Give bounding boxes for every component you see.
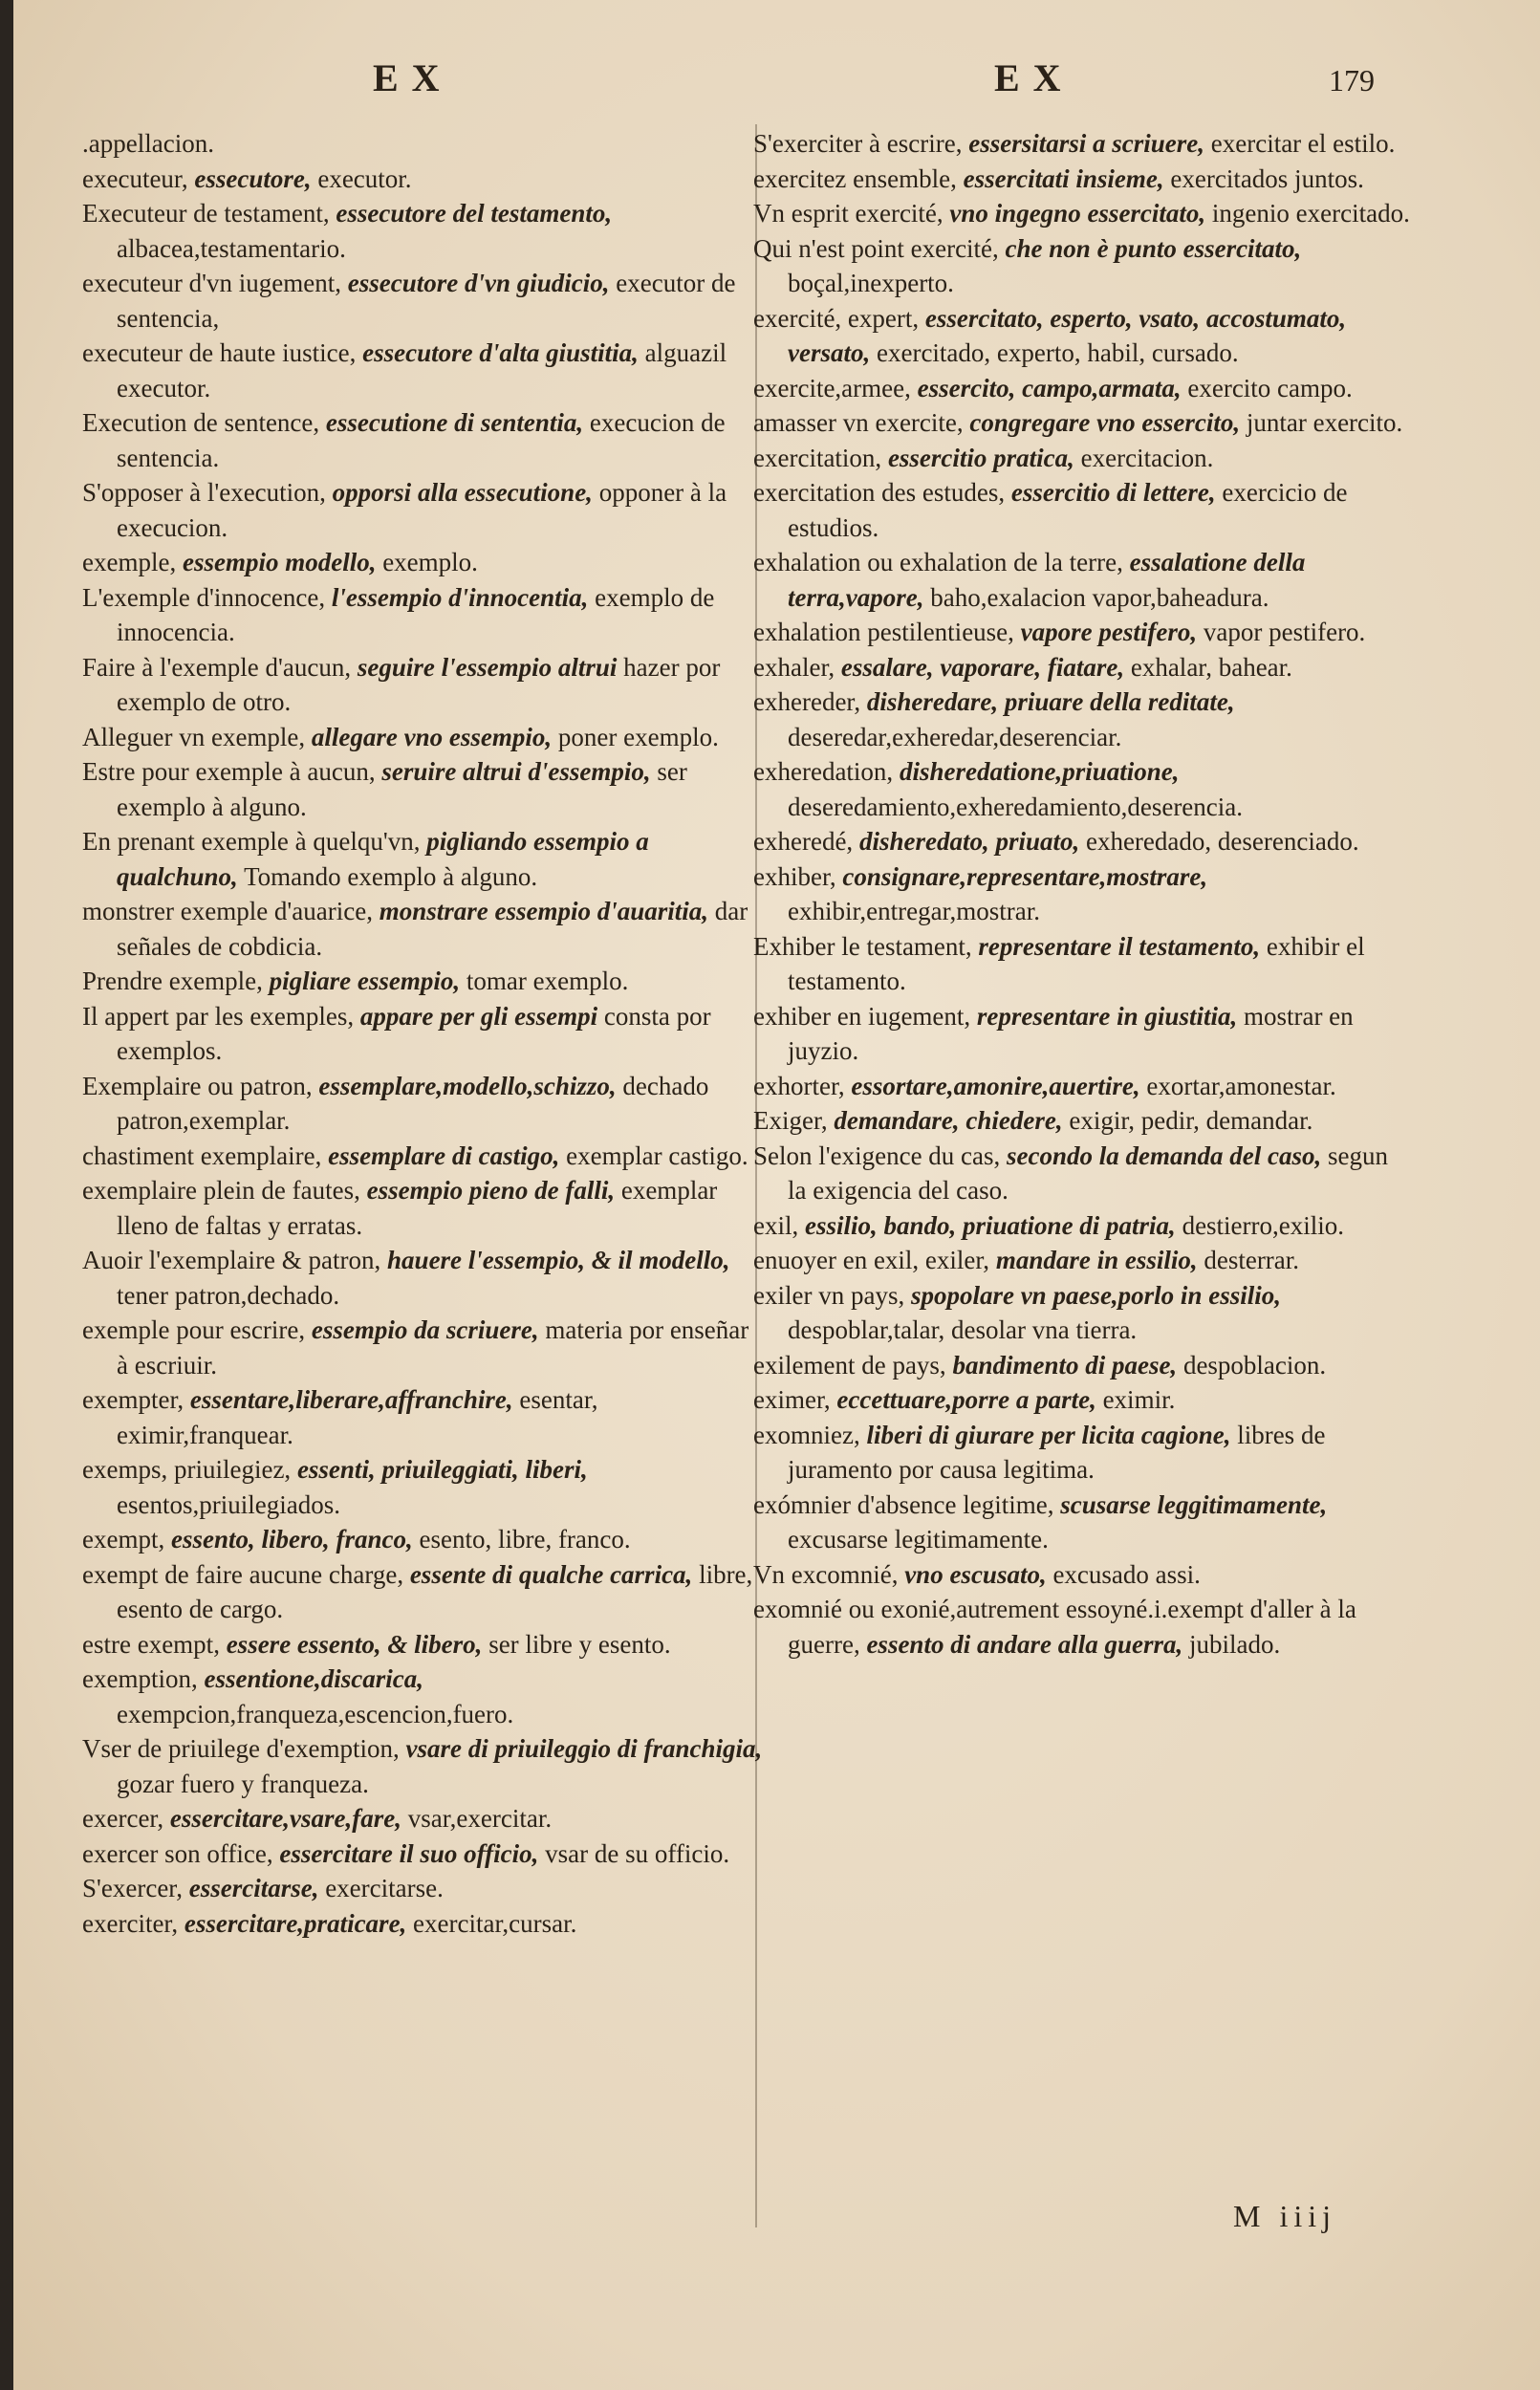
french-term: amasser vn exercite, [753,408,964,437]
italian-term: vapore pestifero, [1020,618,1198,646]
dictionary-entry [82,336,763,405]
spanish-term: exercitados juntos. [1170,163,1364,193]
spanish-term: exheredado, deserenciado. [1085,827,1359,856]
spanish-term: executor. [317,163,412,193]
italian-term: appare per gli essempi [359,1001,598,1031]
french-term: Execution de sentence, [82,408,320,437]
spanish-term: ser exemplo à alguno. [117,757,687,821]
italian-term: essersitarsi a scriuere, [968,129,1204,158]
spanish-term: exemplo de innocencia. [117,582,715,646]
italian-term: vsare di priuileggio di franchigia, [405,1734,763,1763]
spanish-term: exhalar, bahear. [1130,652,1292,682]
spanish-term: exigir, pedir, demandar. [1069,1106,1313,1135]
dictionary-entry [82,1173,763,1243]
dictionary-entry [753,684,1413,754]
dictionary-entry [82,964,763,999]
dictionary-entry [753,196,1413,231]
french-term: exerciter, [82,1908,179,1938]
spanish-term: executor de sentencia, [117,269,736,333]
spanish-term: dar señales de cobdicia. [117,897,748,961]
french-term: exemplaire plein de fautes, [82,1176,360,1205]
spanish-term: eximir. [1102,1385,1176,1414]
spanish-term: poner exemplo. [557,722,719,751]
french-term: exheredation, [753,757,894,786]
dictionary-entry [753,1488,1413,1557]
italian-term: essemplare,modello,schizzo, [318,1071,617,1100]
spanish-term: ser libre y esento. [488,1629,671,1659]
italian-term: essecutore d'vn giudicio, [347,269,610,297]
italian-term: congregare vno essercito, [969,408,1241,437]
french-term: exercité, expert, [753,303,920,333]
spanish-term: destierro,exilio. [1182,1210,1345,1240]
left-column [82,126,763,1941]
french-term: exheredé, [753,827,854,856]
dictionary-entry [753,162,1413,197]
french-term: monstrer exemple d'auarice, [82,897,373,925]
french-term: exilement de pays, [753,1350,946,1380]
dictionary-entry [753,126,1413,162]
dictionary-entry [82,1731,763,1801]
dictionary-entry [753,1139,1413,1208]
dictionary-entry [82,999,763,1069]
spanish-term: materia por enseñar à escriuir. [117,1315,749,1380]
dictionary-entry [82,162,763,197]
french-term: exempter, [82,1385,184,1414]
spanish-term: opponer à la execucion. [117,478,727,542]
spanish-term: exortar,amonestar. [1146,1071,1336,1100]
spanish-term: tener patron,dechado. [117,1280,340,1310]
french-term: exemple, [82,548,177,576]
italian-term: essempio modello, [182,548,377,576]
dictionary-entry [82,475,763,545]
french-term: Executeur de testament, [82,199,330,228]
italian-term: essecutore d'alta giustitia, [362,338,639,367]
dictionary-entry [753,301,1413,371]
french-term: Qui n'est point exercité, [753,233,999,263]
dictionary-entry [753,650,1413,685]
italian-term: essentare,liberare,affranchire, [189,1385,513,1414]
signature-mark: M iiij [1233,2199,1337,2233]
french-term: exhiber, [753,861,836,891]
french-term: Alleguer vn exemple, [82,722,306,751]
dictionary-entry [753,371,1413,406]
spanish-term: exemplar lleno de faltas y erratas. [117,1176,718,1240]
french-term: exhorter, [753,1071,845,1100]
spanish-term: despoblacion. [1182,1350,1327,1380]
spanish-term: Tomando exemplo à alguno. [244,861,538,891]
italian-term: bandimento di paese, [952,1350,1178,1380]
italian-term: secondo la demanda del caso, [1007,1141,1322,1170]
french-term: exemple pour escrire, [82,1315,306,1344]
italian-term: essercitio pratica, [887,443,1074,472]
dictionary-entry [753,405,1413,441]
running-header-right: EX [994,56,1074,99]
dictionary-entry [753,615,1413,650]
dictionary-entry [82,126,763,162]
right-column [753,126,1413,1662]
italian-term: essalatione della terra,vapore, [788,548,1306,612]
spanish-term: alguazil executor. [117,338,727,402]
spanish-term: ingenio exercitado. [1211,199,1410,228]
french-term: Prendre exemple, [82,967,263,995]
italian-term: opporsi alla essecutione, [332,478,593,507]
italian-term: vno ingegno essercitato, [949,199,1206,228]
french-term: executeur d'vn iugement, [82,269,342,297]
dictionary-entry [82,650,763,720]
italian-term: essortare,amonire,auertire, [851,1071,1140,1100]
dictionary-entry [753,859,1413,929]
spanish-term: exercitacion. [1080,443,1214,472]
italian-term: representare in giustitia, [976,1001,1238,1031]
french-term: Estre pour exemple à aucun, [82,757,376,786]
italian-term: essentione,discarica, [204,1664,423,1693]
french-term: exiler vn pays, [753,1280,905,1310]
spanish-term: exercitado, experto, habil, cursado. [876,338,1239,367]
italian-term: essecutore, [194,163,312,193]
french-term: exemption, [82,1664,198,1693]
italian-term: disheredare, priuare della reditate, [866,687,1235,716]
italian-term: disheredato, priuato, [858,827,1080,856]
spanish-term: hazer por exemplo de otro. [117,652,721,716]
french-term: En prenant exemple à quelqu'vn, [82,827,421,856]
spanish-term: jubilado. [1188,1629,1281,1659]
dictionary-entry [82,580,763,650]
french-term: exhalation ou exhalation de la terre, [753,548,1123,576]
italian-term: mandare in essilio, [995,1246,1198,1274]
italian-term: essempio da scriuere, [311,1315,539,1344]
french-term: Il appert par les exemples, [82,1001,355,1031]
italian-term: essercitare il suo officio, [279,1838,539,1868]
dictionary-entry [82,1662,763,1731]
french-term: S'exercer, [82,1874,183,1902]
dictionary-entry [753,1557,1413,1593]
dictionary-entry [753,475,1413,545]
french-term: exercite,armee, [753,373,911,402]
spanish-term: vapor pestifero. [1203,618,1366,646]
italian-term: scusarse leggitimamente, [1060,1489,1328,1519]
french-term: Auoir l'exemplaire & patron, [82,1246,381,1274]
dictionary-entry [82,720,763,755]
italian-term: liberi di giurare per licita cagione, [866,1420,1231,1449]
spanish-term: libres de juramento por causa legitima. [788,1420,1326,1484]
dictionary-entry [82,266,763,336]
french-term: Exemplaire ou patron, [82,1071,313,1100]
spanish-term: exercito campo. [1187,373,1353,402]
italian-term: essercitati insieme, [963,163,1164,193]
french-term: exómnier d'absence legitime, [753,1489,1054,1519]
running-header-left: EX [373,56,453,99]
italian-term: representare il testamento, [978,931,1261,961]
italian-term: consignare,representare,mostrare, [842,861,1208,891]
french-term: estre exempt, [82,1629,220,1659]
dictionary-entry [753,1418,1413,1488]
italian-term: essente di qualche carrica, [409,1559,693,1589]
french-term: exhalation pestilentieuse, [753,618,1014,646]
italian-term: essere essento, & libero, [226,1629,483,1659]
italian-term: pigliare essempio, [269,967,461,995]
spanish-term: segun la exigencia del caso. [788,1141,1389,1205]
dictionary-entry [82,1243,763,1313]
italian-term: spopolare vn paese,porlo in essilio, [910,1280,1281,1310]
french-term: Exiger, [753,1106,828,1135]
italian-term: essercitio di lettere, [1010,478,1216,507]
french-term: exemps, priuilegiez, [82,1455,292,1484]
dictionary-entry [82,1139,763,1174]
spanish-term: mostrar en juyzio. [788,1001,1354,1065]
spanish-term: dechado patron,exemplar. [117,1071,709,1135]
spanish-term: exercitar el estilo. [1210,129,1396,158]
spanish-term: gozar fuero y franqueza. [117,1769,369,1798]
italian-term: essemplare di castigo, [328,1141,560,1170]
dictionary-entry [82,405,763,475]
dictionary-entry [753,1382,1413,1418]
dictionary-entry [82,1801,763,1836]
french-term: Vn esprit exercité, [753,199,944,228]
spanish-term: exemplo. [382,548,478,576]
italian-term: monstrare essempio d'auaritia, [379,897,709,925]
dictionary-entry [82,754,763,824]
dictionary-entry [753,929,1413,999]
spanish-term: juntar exercito. [1246,408,1403,437]
italian-term: allegare vno essempio, [311,722,553,751]
french-term: exercer, [82,1804,164,1833]
page-number: 179 [1329,63,1375,98]
spanish-term: deseredar,exheredar,deserenciar. [788,722,1122,751]
spanish-term: tomar exemplo. [466,967,629,995]
italian-term: essento, libero, franco, [170,1525,413,1554]
french-term: eximer, [753,1385,831,1414]
italian-term: hauere l'essempio, & il modello, [387,1246,730,1274]
italian-term: vno escusato, [904,1559,1047,1589]
french-term: exempt de faire aucune charge, [82,1559,404,1589]
spanish-term: esentos,priuilegiados. [117,1489,340,1519]
dictionary-entry [753,824,1413,859]
dictionary-entry [82,824,763,894]
spanish-term: vsar de su officio. [545,1838,730,1868]
french-term: exercitez ensemble, [753,163,957,193]
dictionary-entry [82,1522,763,1557]
italian-term: essercitato, esperto, vsato, accostumato, versato, [788,303,1347,367]
dictionary-entry [82,1313,763,1382]
spanish-term: esento, libre, franco. [419,1525,631,1554]
dictionary-entry [82,1627,763,1662]
french-term: S'exerciter à escrire, [753,129,963,158]
italian-term: essento di andare alla guerra, [866,1629,1183,1659]
dictionary-entry [82,1557,763,1627]
spanish-term: exercicio de estudios. [788,478,1348,542]
french-term: enuoyer en exil, exiler, [753,1246,990,1274]
spanish-term: boçal,inexperto. [788,269,954,297]
italian-term: che non è punto essercitato, [1005,233,1302,263]
dictionary-entry [82,1871,763,1906]
dictionary-entry [82,1382,763,1452]
italian-term: essercito, campo,armata, [917,373,1182,402]
spanish-term: albacea,testamentario. [117,233,346,263]
french-term: chastiment exemplaire, [82,1141,322,1170]
spanish-term: vsar,exercitar. [407,1804,553,1833]
italian-term: eccettuare,porre a parte, [836,1385,1096,1414]
page-binding-edge [0,0,13,2390]
spanish-term: exhibir,entregar,mostrar. [788,897,1040,925]
dictionary-entry [82,894,763,964]
french-term: exhaler, [753,652,835,682]
italian-term: essilio, bando, priuatione di patria, [805,1210,1176,1240]
spanish-term: libre, esento de cargo. [117,1559,753,1623]
spanish-term: desterrar. [1204,1246,1300,1274]
dictionary-entry [753,1243,1413,1278]
italian-term: essercitarse, [188,1874,319,1902]
spanish-term: exemplar castigo. [566,1141,748,1170]
dictionary-entry [753,231,1413,301]
dictionary-entry [82,545,763,580]
dictionary-entry [753,441,1413,476]
french-term: Vser de priuilege d'exemption, [82,1734,400,1763]
french-term: Vn excomnié, [753,1559,899,1589]
french-term: exercitation des estudes, [753,478,1006,507]
italian-term: seguire l'essempio altrui [357,652,618,682]
italian-term: essercitare,praticare, [184,1908,407,1938]
italian-term: essercitare,vsare,fare, [169,1804,402,1833]
italian-term: seruire altrui d'essempio, [381,757,651,786]
dictionary-entry [753,545,1413,615]
dictionary-entry [753,754,1413,824]
italian-term: essecutione di sententia, [325,408,584,437]
spanish-term: consta por exemplos. [117,1001,711,1065]
spanish-term: baho,exalacion vapor,baheadura. [930,582,1269,612]
french-term: L'exemple d'innocence, [82,582,326,612]
spanish-term: excusado assi. [1052,1559,1201,1589]
french-term: exil, [753,1210,799,1240]
dictionary-entry [753,1208,1413,1244]
french-term: Selon l'exigence du cas, [753,1141,1001,1170]
french-term: exercitation, [753,443,882,472]
french-term: S'opposer à l'execution, [82,478,326,507]
french-term: Exhiber le testament, [753,931,972,961]
french-term: exhiber en iugement, [753,1001,971,1031]
dictionary-entry [753,1278,1413,1348]
spanish-term: exempcion,franqueza,escencion,fuero. [117,1699,514,1728]
dictionary-entry [82,1452,763,1522]
spanish-term: exercitar,cursar. [413,1908,577,1938]
spanish-term: excusarse legitimamente. [788,1525,1049,1554]
dictionary-entry [753,1069,1413,1104]
spanish-term: deseredamiento,exheredamiento,deserencia. [788,792,1244,821]
spanish-term: exhibir el testamento. [788,931,1365,995]
french-term: exercer son office, [82,1838,273,1868]
spanish-term: execucion de sentencia. [117,408,726,472]
french-term: executeur de haute iustice, [82,338,357,367]
spanish-term: despoblar,talar, desolar vna tierra. [788,1315,1138,1344]
french-term: Faire à l'exemple d'aucun, [82,652,352,682]
french-term: exhereder, [753,687,861,716]
dictionary-entry [753,1592,1413,1662]
dictionary-entry [753,999,1413,1069]
spanish-term: exercitarse. [325,1874,444,1902]
italian-term: essenti, priuileggiati, liberi, [296,1455,588,1484]
italian-term: essecutore del testamento, [336,199,613,228]
french-term: executeur, [82,163,188,193]
dictionary-entry [753,1348,1413,1383]
dictionary-entry [82,196,763,266]
italian-term: essempio pieno de falli, [366,1176,616,1205]
french-term: .appellacion. [82,129,214,158]
italian-term: demandare, chiedere, [834,1106,1063,1135]
french-term: exempt, [82,1525,165,1554]
italian-term: essalare, vaporare, fiatare, [840,652,1125,682]
french-term: exomnié ou exonié,autrement essoyné.i.exempt d'aller à la guerre, [753,1595,1356,1659]
italian-term: disheredatione,priuatione, [899,757,1180,786]
dictionary-entry [82,1906,763,1942]
italian-term: pigliando essempio a qualchuno, [117,827,649,891]
dictionary-entry [82,1069,763,1139]
italian-term: l'essempio d'innocentia, [331,582,589,612]
french-term: exomniez, [753,1420,860,1449]
dictionary-entry [82,1836,763,1872]
spanish-term: esentar, eximir,franquear. [117,1385,598,1449]
dictionary-entry [753,1103,1413,1139]
